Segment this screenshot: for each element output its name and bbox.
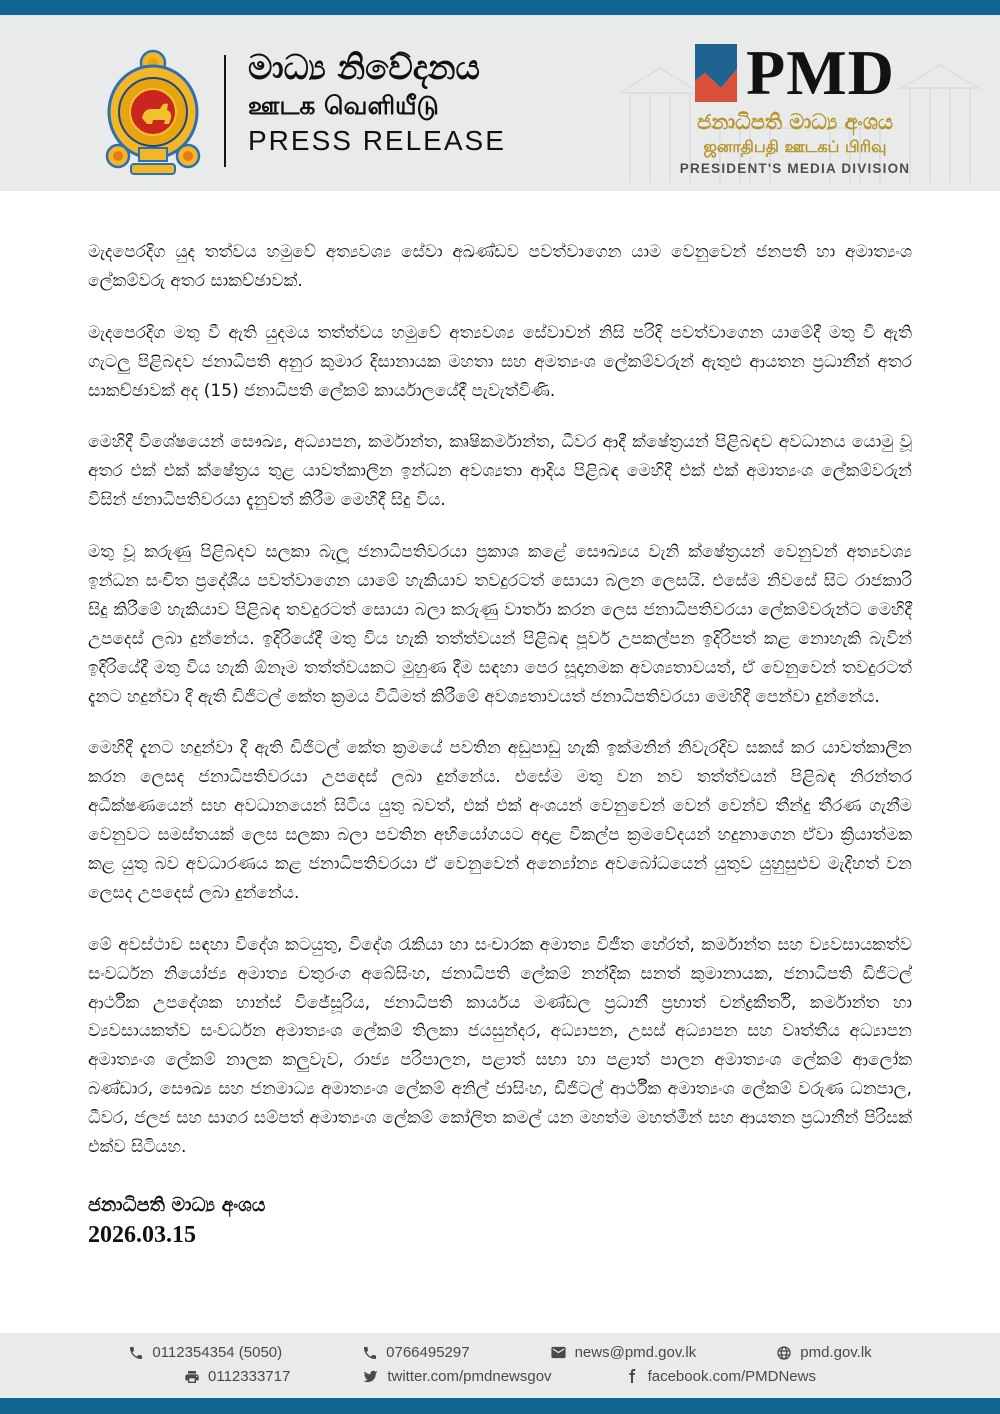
footer-band (0, 1333, 1000, 1398)
footer-phone-1-text: 0112354354 (5050) (152, 1344, 283, 1361)
footer-email (550, 1344, 697, 1361)
paragraph: මේ අවස්ථාව සඳහා විදේශ කටයුතු, විදේශ රැකියා හා සංචාරක අමාත්‍ය විජීත හේරත්, කර්මාන්ත සහ ව්‍යවසායකත්ව සංවර්ධන නියෝජ්‍ය අමාත්‍ය චතුරංග අබේසිංහ, ජනාධිපති ලේකම් නන්දික සනත් කුමානායක, ජනාධිපති ඩිජිටල් ආර්ථීක උපදේශක හාන්ස් විජේසූරිය, ජනාධිපති කාර්යය මණ්ඩල ප්‍රධානී ප්‍රභාත් චන්ද්‍රකීර්ති, කර්මාන්ත හා ව්‍යවසායකත්ව සංවර්ධන අමාත්‍යංශ ලේකම් තිලකා ජයසුන්දර, අධ්‍යාපන, උසස් අධ්‍යාපන සහ වෘත්තීය අධ්‍යාපන අමාත්‍යංශ ලේකම් නාලක කලුවැව, රාජ්‍ය පරිපාලන, පළාත් සභා හා පළාත් පාලන අමාත්‍යංශ ලේකම් ආලෝක බණ්ඩාර, සෞඛ්‍ය සහ ජනමාධ්‍ය අමාත්‍යංශ ලේකම් අනිල් ජාසිංහ, ඩිජිටල් ආර්ථීක අමාත්‍යංශ ලේකම් වරුණ ධනපාල, ධීවර, ජලජ සහ සාගර සම්පත් අමාත්‍යංශ ලේකම් කෝලිත කමල් යන මහත්ම මහත්මීන් සහ ආයතන ප්‍රධානීන් පිරිසක් එක්ව සිටියහ. (88, 934, 912, 1158)
footer-website (776, 1344, 871, 1361)
pmd-logo (620, 37, 970, 108)
header-divider (224, 55, 226, 167)
email-icon (550, 1344, 567, 1361)
footer-row-2 (0, 1368, 1000, 1385)
phone-icon (128, 1345, 144, 1361)
footer-fax (184, 1368, 290, 1385)
footer-website-text: pmd.gov.lk (800, 1344, 872, 1361)
bottom-accent-bar (0, 1398, 1000, 1414)
phone-icon (362, 1345, 378, 1361)
header-band (0, 15, 1000, 191)
press-release-title-english: PRESS RELEASE (248, 124, 506, 156)
press-release-title-sinhala: මාධ්‍ය නිවේදනය (248, 48, 480, 88)
footer-phone-1 (128, 1344, 282, 1361)
footer-facebook (624, 1368, 816, 1385)
footer-phone-2 (362, 1344, 469, 1361)
signoff: ජනාධිපති මාධ්‍ය අංශය (88, 1193, 266, 1216)
footer-row-1 (0, 1344, 1000, 1361)
twitter-icon (362, 1368, 379, 1385)
facebook-icon (624, 1369, 640, 1385)
paragraph-lead: මැදපෙරදිග යුද තත්වය හමුවේ අත්‍යවශ්‍ය සේවා අඛණ්ඩව පවත්වාගෙන යාම වෙනුවෙන් ජනපති හා අමාත්‍යංශ ලේකම්වරු අතර සාකච්ඡාවක්. (88, 242, 912, 291)
top-accent-bar (0, 0, 1000, 15)
header-titles (248, 49, 506, 157)
footer-facebook-text: facebook.com/PMDNews (647, 1368, 816, 1385)
sri-lanka-emblem-icon (100, 48, 206, 180)
footer-twitter (362, 1368, 551, 1385)
footer-twitter-text: twitter.com/pmdnewsgov (387, 1368, 552, 1385)
org-name-tamil: ஜனாதிபதி ஊடகப் பிரிவு (703, 137, 887, 156)
press-release-body (88, 238, 912, 1249)
pmd-mark-icon (695, 44, 737, 102)
footer-email-text: news@pmd.gov.lk (574, 1344, 697, 1361)
footer-fax-text: 0112333717 (208, 1368, 291, 1385)
paragraph: මෙහිදී විශේෂයෙන් සෞඛ්‍ය, අධ්‍යාපන, කර්මාන්ත, කෘෂිකර්මාන්ත, ධීවර ආදී ක්ෂේත්‍රයන් පිළිබඳව අවධානය යොමු වූ අතර එක් එක් ක්ෂේත්‍රය තුළ යාවත්කාලීන ඉන්ධන අවශ්‍යතා ආදිය පිළිබඳ මෙහිදී එක් එක් අමාත්‍යංශ ලේකම්වරුන් විසින් ජනාධිපතිවරයා දැනුවත් කිරීම මෙහිදී සිදු විය. (88, 432, 912, 511)
org-name-lines (620, 110, 970, 176)
paragraph: මෙහිදී දැනට හදුන්වා දී ඇති ඩිජිටල් කේත ක්‍රමයේ පවතින අඩුපාඩු හැකි ඉක්මනින් නිවැරදිව සකස් කර යාවත්කාලීන කරන ලෙසද ජනාධිපතිවරයා උපදෙස් ලබා දුන්නේය. එසේම මතු වන නව තත්ත්වයන් පිළිබඳ නිරන්තර අධීක්ෂණයෙන් සහ අවධානයෙන් සිටිය යුතු බවත්, එක් එක් අංශයන් වෙනුවෙන් වෙන් වෙන්ව තීන්දු තීරණ ගැනීම වෙනුවට සමස්තයක් ලෙස සලකා බලා පවතින අභියෝගයට අදාළ විකල්ප ක්‍රමවේදයන් හදුනාගෙන ඒවා ක්‍රියාත්මක කළ යුතු බව අවධාරණය කළ ජනාධිපතිවරයා ඒ වෙනුවෙන් අන්‍යෝන්‍ය අවබෝධයෙන් යුතුව යුහුසුළුව මැදිහත් වන ලෙසද උපදෙස් ලබා දුන්නේය. (88, 738, 912, 903)
press-release-title-tamil: ஊடக வெளியீடு (248, 91, 439, 121)
pmd-logo-block (620, 15, 970, 191)
paragraph: මැදපෙරදිග මතු වී ඇති යුදමය තත්ත්වය හමුවේ අත්‍යවශ්‍ය සේවාවන් නිසි පරිදි පවත්වාගෙන යාමේදී මතු වී ඇති ගැටලු පිළිබදව ජනාධිපති අනුර කුමාර දිසානායක මහතා සහ අමත්‍යංශ ලේකම්වරුන් ඇතුළු ආයතන ප්‍රධානීන් අතර සාකච්ඡාවක් අද (15) ජනාධිපති ලේකම් කාර්යාලයේදී පැවැත්විණි. (88, 322, 912, 401)
paragraph: මතු වූ කරුණු පිළිබදව සලකා බැලූ ජනාධිපතිවරයා ප්‍රකාශ කළේ සෞඛ්‍යය වැනි ක්ෂේත්‍රයන් වෙනුවන් අත්‍යවශ්‍ය ඉන්ධන සංචිත ප්‍රදේශීය පවත්වාගෙන යාමේ හැකියාව තවදුරටත් සොයා බලන ලෙසයි. එසේම නිවසේ සිට රාජකාරි සිදු කිරීමේ හැකියාව පිළිබඳ තවදුරටත් සොයා බලා කරුණු වාර්තා කරන ලෙස ජනාධිපතිවරයා ලේකම්වරුන්ට මෙහිදී උපදෙස් ලබා දුන්නේය. ඉදිරියේදී මතු විය හැකි තත්ත්වයන් පිළිබඳ පූර්ව උපකල්පන ඉදිරිපත් කළ නොහැකි බැවින් ඉදිරියේදී මතු විය හැකි ඕනෑම තත්ත්වයකට මුහුණ දීම සඳහා පෙර සූදානමක අවශ්‍යතාවයත්, ඒ වෙනුවෙන් තවදුරටත් දැනට හදුන්වා දී ඇති ඩිජිටල් කේත ක්‍රමය විධිමත් කිරීමේ අවශ්‍යතාවයත් ජනාධිපතිවරයා මෙහිදී පෙන්වා දුන්නේය. (88, 542, 912, 707)
globe-icon (776, 1345, 792, 1361)
footer-phone-2-text: 0766495297 (386, 1344, 470, 1361)
pmd-wordmark: PMD (746, 37, 895, 108)
org-name-sinhala: ජනාධිපති මාධ්‍ය අංශය (696, 110, 894, 134)
release-date: 2026.03.15 (88, 1221, 196, 1248)
org-name-english: PRESIDENT'S MEDIA DIVISION (679, 161, 911, 176)
fax-icon (184, 1369, 200, 1385)
